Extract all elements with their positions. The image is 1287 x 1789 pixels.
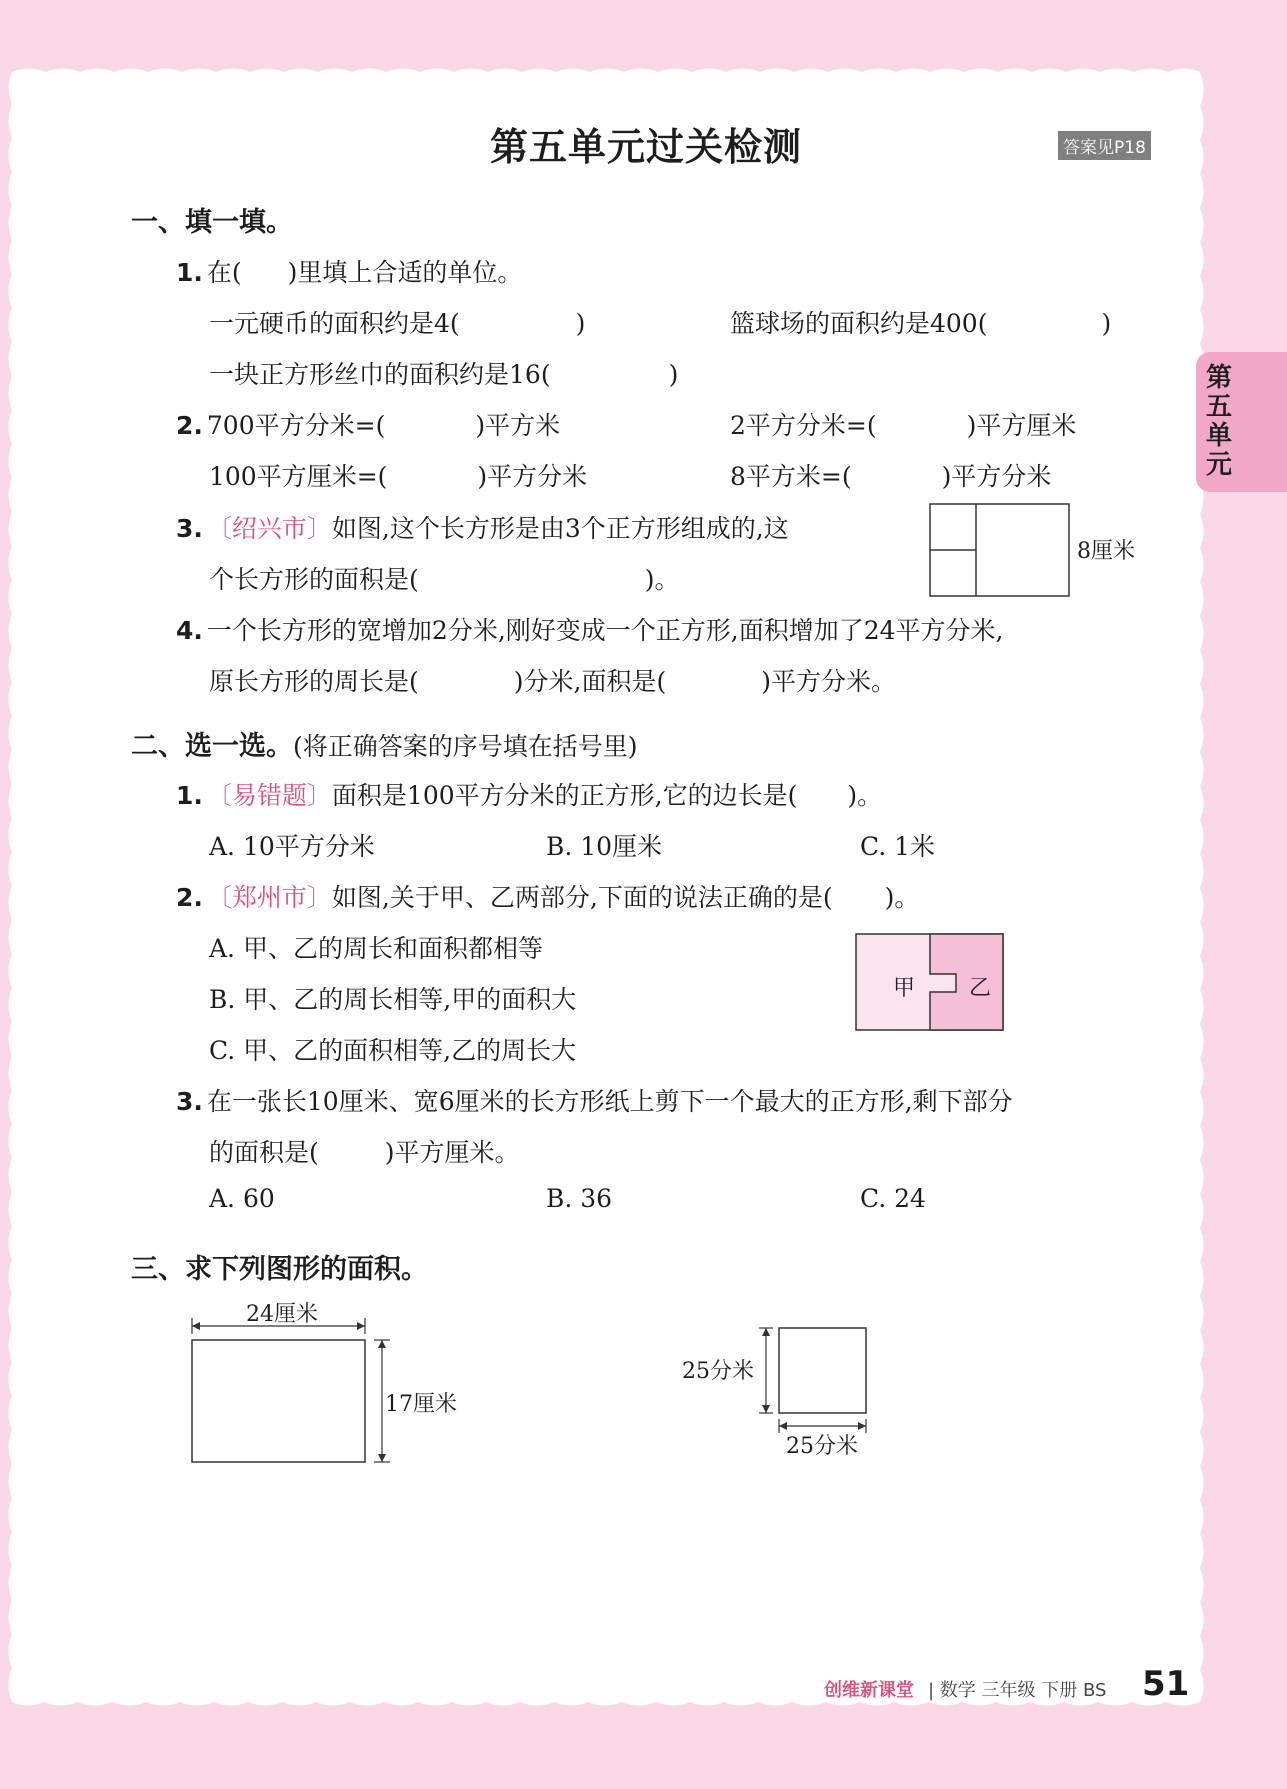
s1-q4-line-1 [176,611,1003,647]
source-tag: 〔郑州市〕 [206,883,332,912]
s1-q1-coin-text: 一元硬币的面积约是4( [209,309,460,338]
s1-q2-b-text: 2平方分米=( [730,411,877,440]
s1-q2-item-c [209,457,587,493]
section-2-heading [131,724,638,763]
s2-q3-option-b[interactable]: B. 36 [546,1184,613,1213]
question-number: 1. [176,781,203,810]
figure-label-jia: 甲 [893,976,916,1001]
s1-q3-text-1: 如图,这个长方形是由3个正方形组成的,这 [331,514,789,543]
s1-q1-item-scarf [209,355,678,391]
s2-q1-text-b: )。 [847,781,883,810]
s2-q1-text-a: 面积是100平方分米的正方形,它的边长是( [331,781,798,810]
three-squares-figure [928,502,1088,602]
s1-q2-item-b [730,406,1076,442]
s1-q4-text-2a: 原长方形的周长是( [209,667,419,696]
s2-q3-option-a[interactable]: A. 60 [209,1184,275,1213]
s2-q3-text-2a: 的面积是( [209,1138,319,1167]
rectangle-figure [185,1312,395,1470]
s2-q1-option-c[interactable]: C. 1米 [860,832,936,861]
s2-q2-text-b: )。 [884,883,920,912]
s1-q4-line-2 [209,662,896,698]
question-number: 1. [176,258,203,287]
footer-brand: 创维新课堂 [824,1680,914,1701]
s1-q2-d-text: 8平方米=( [730,462,852,491]
s2-q2-option-b[interactable]: B. 甲、乙的周长相等,甲的面积大 [209,985,577,1014]
s1-q4-text-2b: )分米,面积是( [513,667,667,696]
source-tag: 〔易错题〕 [206,781,332,810]
s2-q2-option-a[interactable]: A. 甲、乙的周长和面积都相等 [209,934,543,963]
s1-q2-a-unit: )平方米 [475,411,561,440]
s1-q2-b-unit: )平方厘米 [966,411,1077,440]
section-3-heading: 三、求下列图形的面积。 [131,1254,428,1285]
rect-width-label: 24厘米 [246,1302,318,1327]
s2-q3-option-c[interactable]: C. 24 [860,1184,926,1213]
section-2-title: 二、选一选。 [131,731,293,762]
s2-q1-option-a[interactable]: A. 10平方分米 [209,832,375,861]
s2-q2-line [176,878,919,914]
s1-q2-d-unit: )平方分米 [941,462,1052,491]
s1-q1-coin-close: ) [575,309,586,338]
question-number: 3. [176,514,203,543]
square-bottom-label: 25分米 [786,1434,858,1459]
unit-side-tab-label: 第五单元 [1206,363,1233,480]
s1-q1-scarf-text: 一块正方形丝巾的面积约是16( [209,360,551,389]
section-1-heading: 一、填一填。 [131,207,293,238]
s1-q1-item-court [730,304,1111,340]
answer-reference-badge: 答案见P18 [1058,131,1151,160]
square-figure [755,1318,875,1438]
s1-q2-item-d [730,457,1051,493]
square-side-label: 25分米 [682,1359,754,1384]
s1-q2-c-unit: )平方分米 [477,462,588,491]
s2-q1-line [176,776,882,812]
s2-q2-text-a: 如图,关于甲、乙两部分,下面的说法正确的是( [331,883,833,912]
s1-q2-c-text: 100平方厘米=( [209,462,388,491]
s1-q4-text-1: 一个长方形的宽增加2分米,刚好变成一个正方形,面积增加了24平方分米, [206,616,1004,645]
page-number: 51 [1142,1664,1190,1704]
unit-side-tab [1196,352,1287,492]
s2-q1-option-b[interactable]: B. 10厘米 [546,832,663,861]
figure-label-yi: 乙 [969,976,992,1001]
s1-q4-text-2c: )平方分米。 [761,667,896,696]
s1-q1-court-text: 篮球场的面积约是400( [730,309,988,338]
s1-q3-text-2b: )。 [644,565,680,594]
source-tag: 〔绍兴市〕 [206,514,332,543]
s1-q2-line-1 [176,406,560,442]
page-title: 第五单元过关检测 [490,125,803,169]
s1-q1-scarf-close: ) [668,360,679,389]
s1-q3-line-1 [176,509,789,545]
question-number: 2. [176,411,203,440]
footer-book-info: | 数学 三年级 下册 BS [928,1680,1107,1701]
question-number: 4. [176,616,203,645]
s1-q1-item-coin [209,304,585,340]
s1-q2-a-text: 700平方分米=( [206,411,386,440]
section-2-note: (将正确答案的序号填在括号里) [293,732,638,761]
s1-q1-court-close: ) [1101,309,1112,338]
s1-q1-line [176,253,522,289]
question-number: 2. [176,883,203,912]
s1-q3-text-2a: 个长方形的面积是( [209,565,419,594]
s1-q3-line-2 [209,560,680,596]
s2-q3-line-1 [176,1082,1013,1118]
rect-height-label: 17厘米 [385,1392,457,1417]
question-number: 3. [176,1087,203,1116]
s2-q2-option-c[interactable]: C. 甲、乙的面积相等,乙的周长大 [209,1036,577,1065]
s2-q3-text-2b: )平方厘米。 [384,1138,520,1167]
s2-q3-line-2 [209,1133,520,1169]
s1-q1-text-b: )里填上合适的单位。 [287,258,523,287]
s2-q3-text-1: 在一张长10厘米、宽6厘米的长方形纸上剪下一个最大的正方形,剩下部分 [206,1087,1013,1116]
figure-label-8cm: 8厘米 [1077,539,1135,564]
s1-q1-text-a: 在( [206,258,242,287]
